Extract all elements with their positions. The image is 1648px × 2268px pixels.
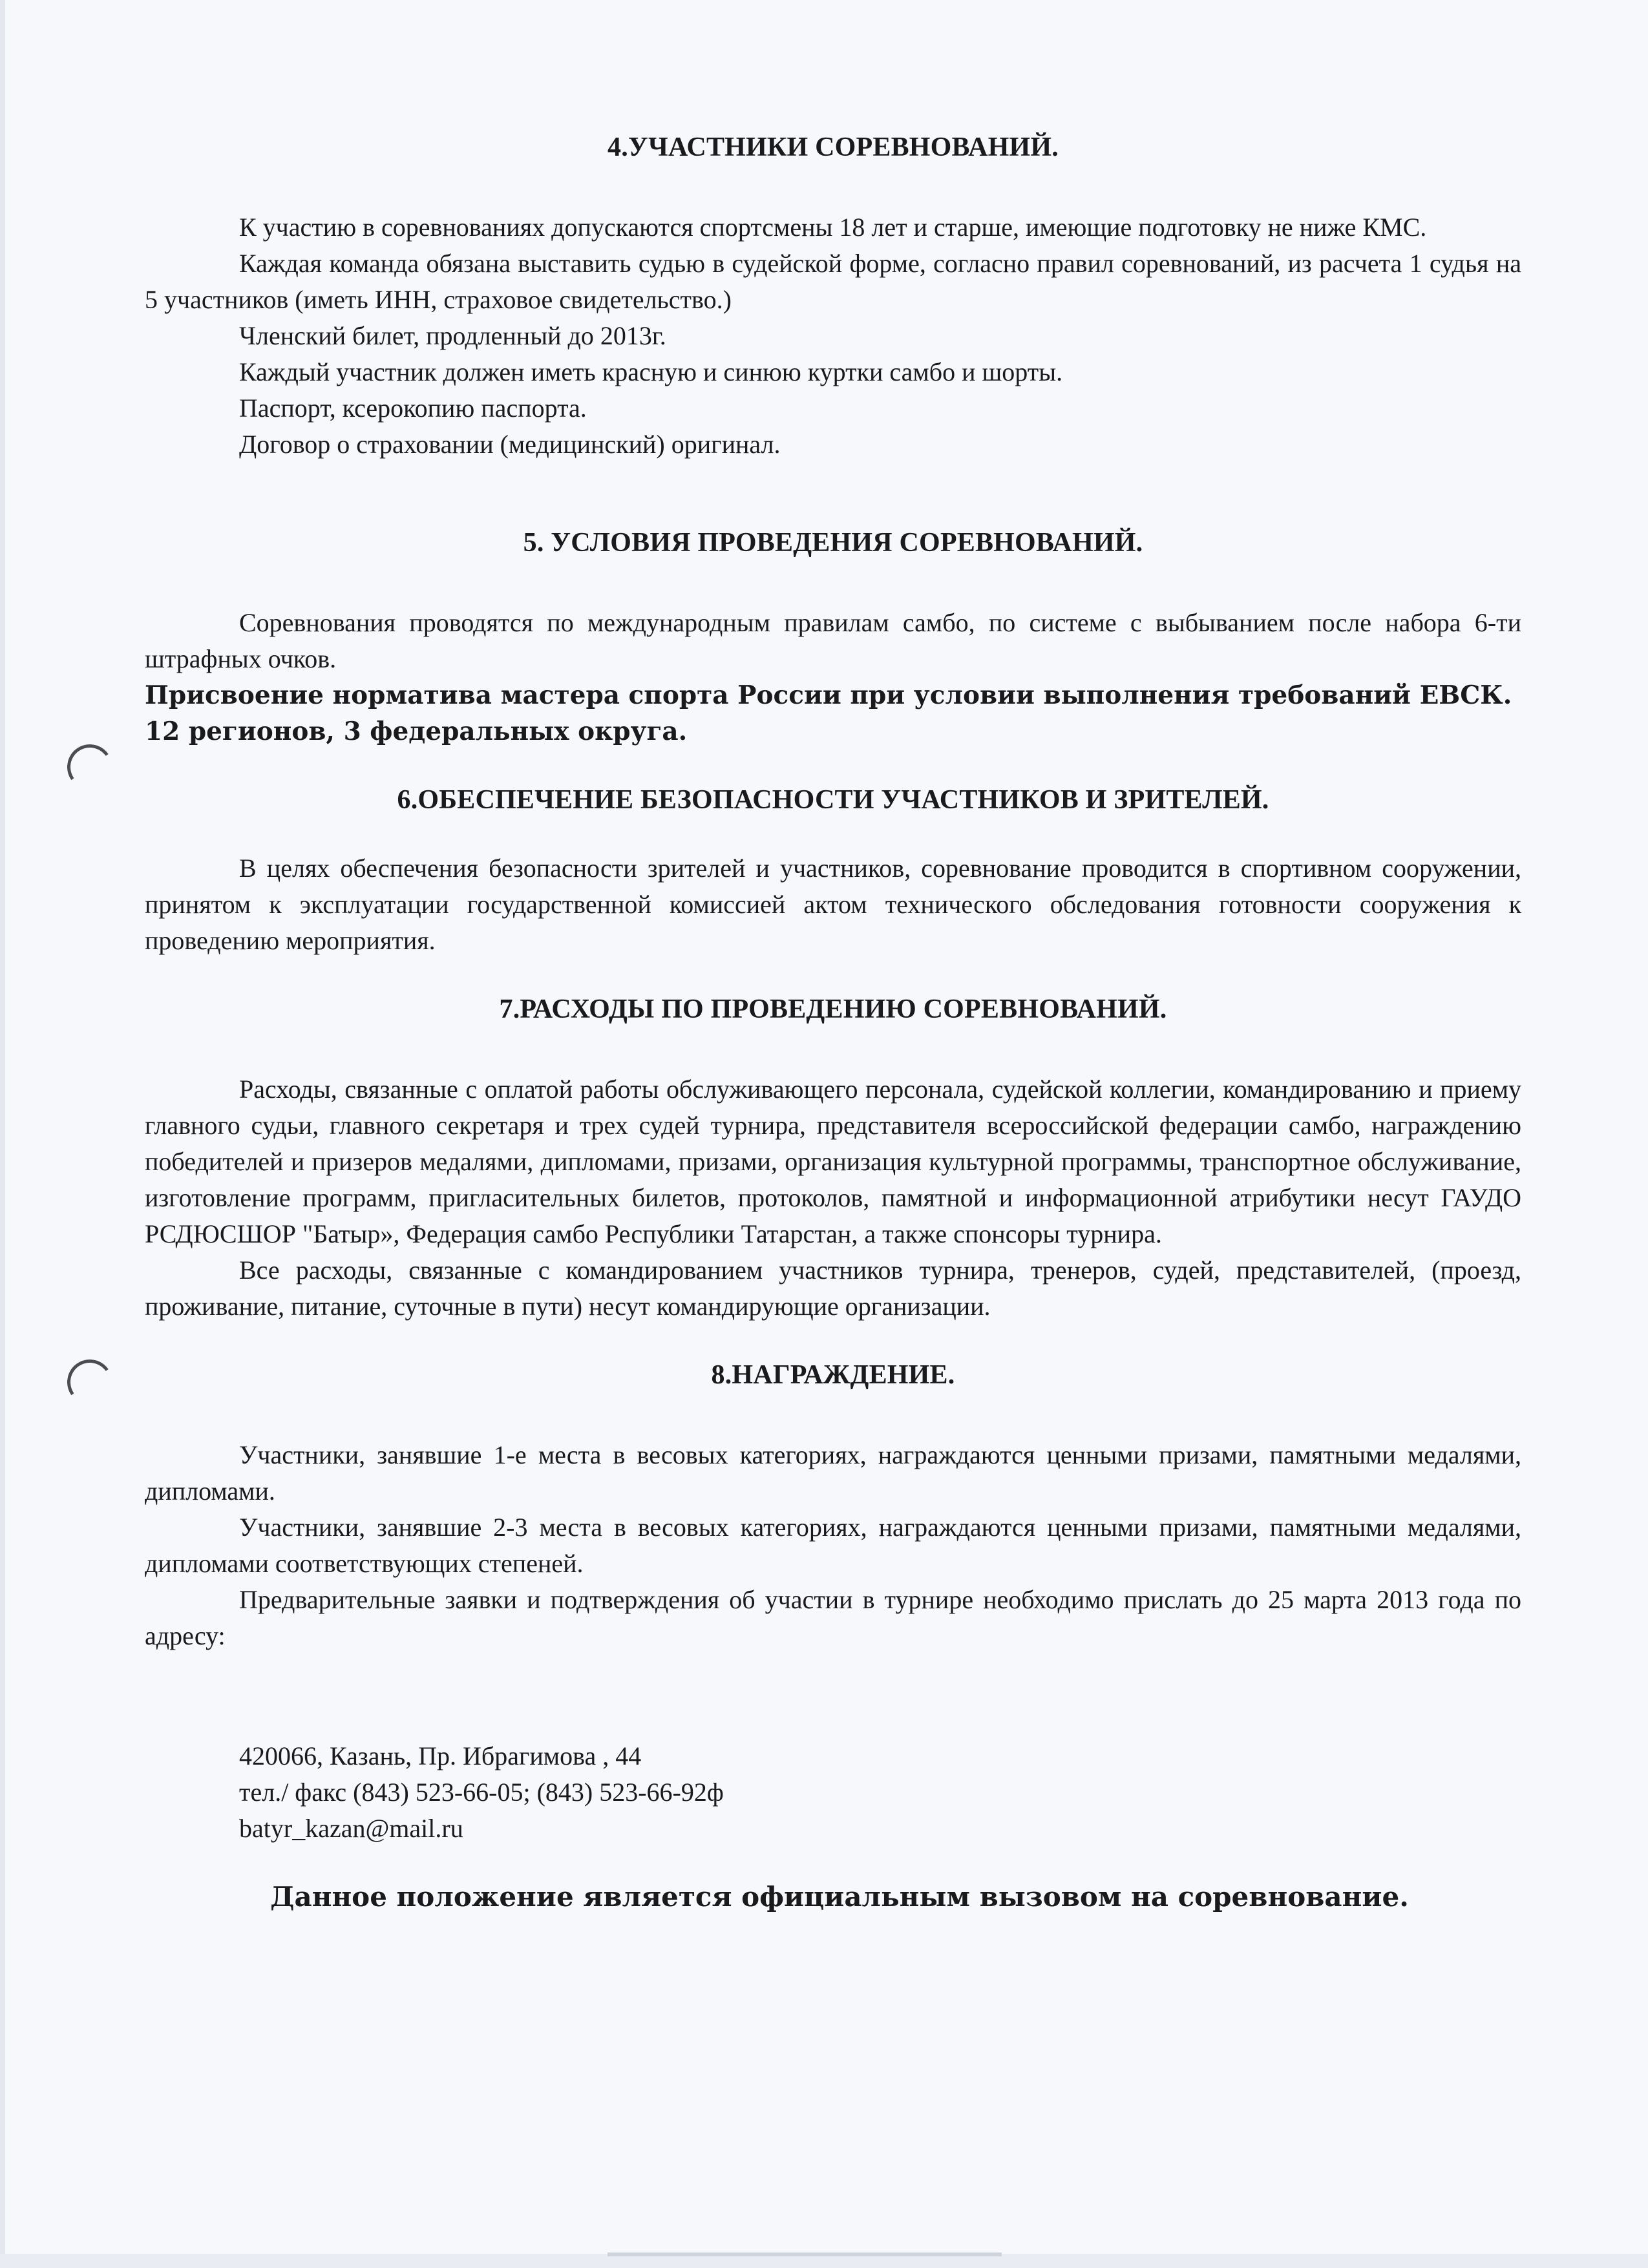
contact-address: 420066, Казань, Пр. Ибрагимова , 44 — [239, 1741, 642, 1770]
section-5-heading: 5. УСЛОВИЯ ПРОВЕДЕНИЯ СОРЕВНОВАНИЙ. — [523, 528, 1143, 558]
section-4-paragraph-5: Паспорт, ксерокопию паспорта. — [239, 394, 587, 423]
scan-edge-left — [0, 0, 5, 2268]
section-7-paragraph-1: Расходы, связанные с оплатой работы обслуживающего персонала, судейской коллегии, командированию и приему главного судьи, главного секретаря и трех судей турнира, представителя всероссийской федерации самбо, награждению победителей и призеров медалями, дипломами, призами, организация культурной программы, транспортное обслуживание, изготовление программ, пригласительных билетов, протоколов, памятной и информационной атрибутики несут ГАУДО РСДЮСШОР "Батыр», Федерация самбо Республики Татарстан, а также спонсоры турнира. — [145, 1075, 1521, 1248]
section-8-paragraph-2: Участники, занявшие 2-3 места в весовых категориях, награждаются ценными призами, памятными медалями, дипломами соответствующих степеней. — [145, 1513, 1521, 1578]
section-8-heading: 8.НАГРАЖДЕНИЕ. — [711, 1360, 955, 1390]
section-8-paragraph-3: Предварительные заявки и подтверждения об участии в турнире необходимо прислать до 25 марта 2013 года по адресу: — [145, 1585, 1521, 1650]
section-5-bold-line-1: Присвоение норматива мастера спорта России при условии выполнения требований ЕВСК. — [145, 680, 1512, 710]
contact-block — [145, 1738, 1521, 1847]
section-5-paragraph-1: Соревнования проводятся по международным правилам самбо, по системе с выбыванием после набора 6-ти штрафных очков. — [145, 608, 1521, 673]
section-7-heading: 7.РАСХОДЫ ПО ПРОВЕДЕНИЮ СОРЕВНОВАНИЙ. — [499, 994, 1167, 1024]
section-4-paragraph-6: Договор о страховании (медицинский) оригинал. — [239, 430, 781, 459]
closing-statement: Данное положение является официальным вызовом на соревнование. — [270, 1881, 1409, 1913]
punch-hole-icon — [63, 1356, 116, 1408]
section-4-heading: 4.УЧАСТНИКИ СОРЕВНОВАНИЙ. — [607, 132, 1059, 162]
contact-phone: тел./ факс (843) 523-66-05; (843) 523-66-92ф — [239, 1778, 724, 1807]
section-4-paragraph-3: Членский билет, продленный до 2013г. — [239, 321, 666, 350]
section-5-bold-line-2: 12 регионов, 3 федеральных округа. — [145, 717, 688, 746]
document-body — [145, 129, 1521, 1915]
section-7-paragraph-2: Все расходы, связанные с командированием участников турнира, тренеров, судей, представителей, (проезд, проживание, питание, суточные в пути) несут командирующие организации. — [145, 1255, 1521, 1321]
section-4-paragraph-2: Каждая команда обязана выставить судью в судейской форме, согласно правил соревнований, из расчета 1 судья на 5 участников (иметь ИНН, страховое свидетельство.) — [145, 249, 1521, 314]
punch-hole-icon — [63, 740, 116, 793]
section-4-paragraph-4: Каждый участник должен иметь красную и синюю куртки самбо и шорты. — [239, 357, 1063, 386]
contact-email: batyr_kazan@mail.ru — [239, 1814, 463, 1843]
section-6-heading: 6.ОБЕСПЕЧЕНИЕ БЕЗОПАСНОСТИ УЧАСТНИКОВ И ЗРИТЕЛЕЙ. — [397, 785, 1269, 815]
section-8-paragraph-1: Участники, занявшие 1-е места в весовых категориях, награждаются ценными призами, памятными медалями, дипломами. — [145, 1440, 1521, 1506]
scan-tab — [607, 2252, 1002, 2256]
section-6-paragraph-1: В целях обеспечения безопасности зрителей и участников, соревнование проводится в спортивном сооружении, принятом к эксплуатации государственной комиссией актом технического обследования готовности сооружения к проведению мероприятия. — [145, 854, 1521, 955]
section-4-paragraph-1: К участию в соревнованиях допускаются спортсмены 18 лет и старше, имеющие подготовку не ниже КМС. — [239, 213, 1427, 242]
